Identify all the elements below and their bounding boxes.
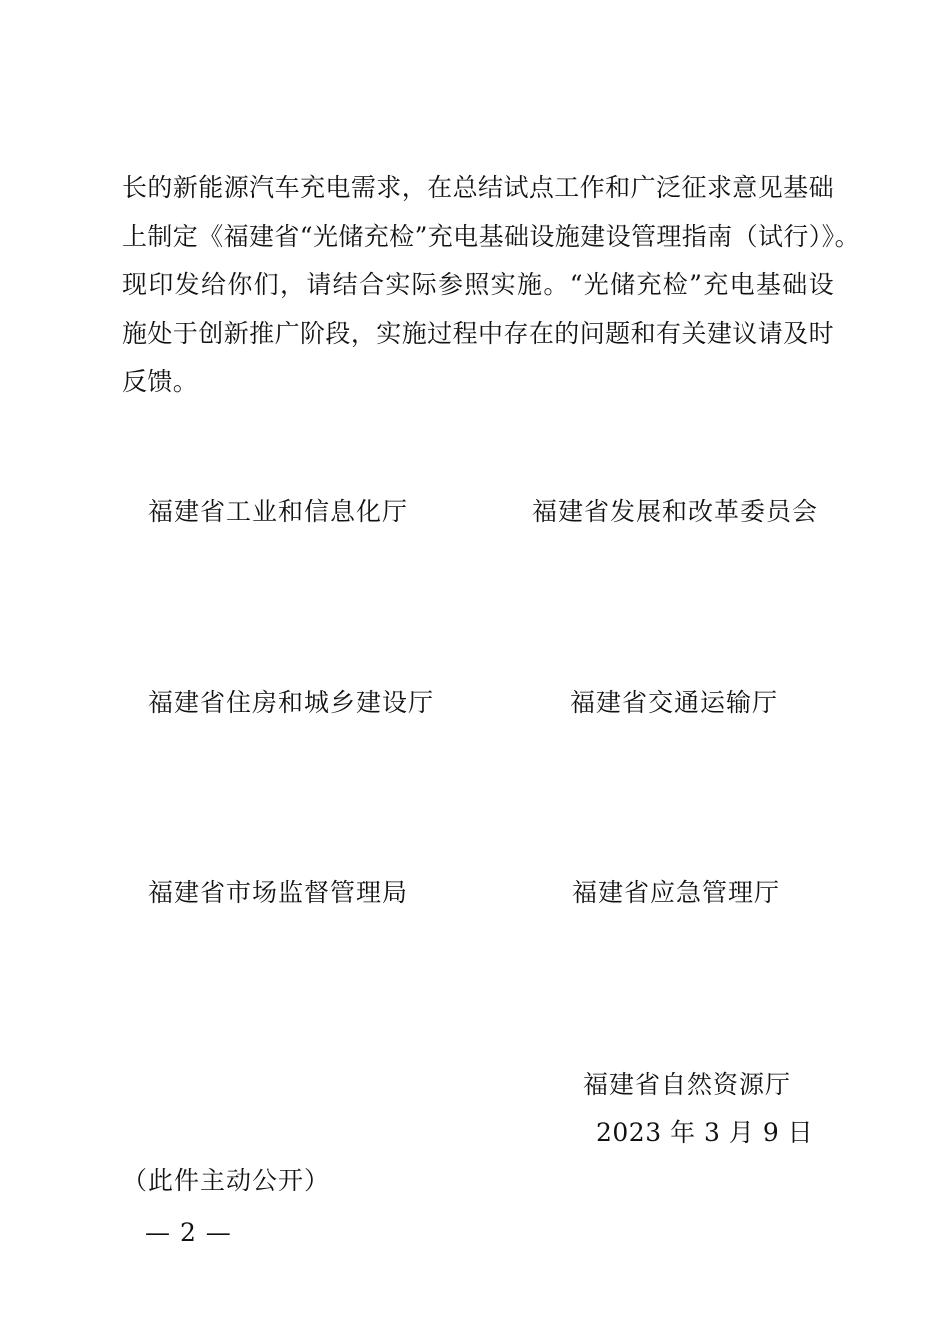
signatory-emergency-management-dept: 福建省应急管理厅 xyxy=(572,878,781,907)
disclosure-note: （此件主动公开） xyxy=(122,1166,331,1195)
signatory-market-supervision-bureau: 福建省市场监督管理局 xyxy=(148,878,409,907)
signatory-industry-it-dept: 福建省工业和信息化厅 xyxy=(148,497,409,526)
body-line-3: 现印发给你们，请结合实际参照实施。“光储充检”充电基础设 xyxy=(122,270,834,299)
body-line-2: 上制定《福建省“光储充检”充电基础设施建设管理指南（试行）》。 xyxy=(122,221,860,251)
body-line-5: 反馈。 xyxy=(122,367,199,396)
page-number: — 2 — xyxy=(145,1218,232,1247)
signatory-housing-urban-rural-dept: 福建省住房和城乡建设厅 xyxy=(148,688,435,717)
body-paragraph xyxy=(122,164,860,407)
issue-date: 2023 年 3 月 9 日 xyxy=(596,1118,814,1147)
signatory-transport-dept: 福建省交通运输厅 xyxy=(570,688,779,717)
signatory-natural-resources-dept: 福建省自然资源厅 xyxy=(583,1070,792,1099)
body-line-4: 施处于创新推广阶段，实施过程中存在的问题和有关建议请及时 xyxy=(122,318,834,348)
signatory-development-reform-commission: 福建省发展和改革委员会 xyxy=(532,497,819,526)
body-line-1: 长的新能源汽车充电需求，在总结试点工作和广泛征求意见基础 xyxy=(122,173,834,202)
